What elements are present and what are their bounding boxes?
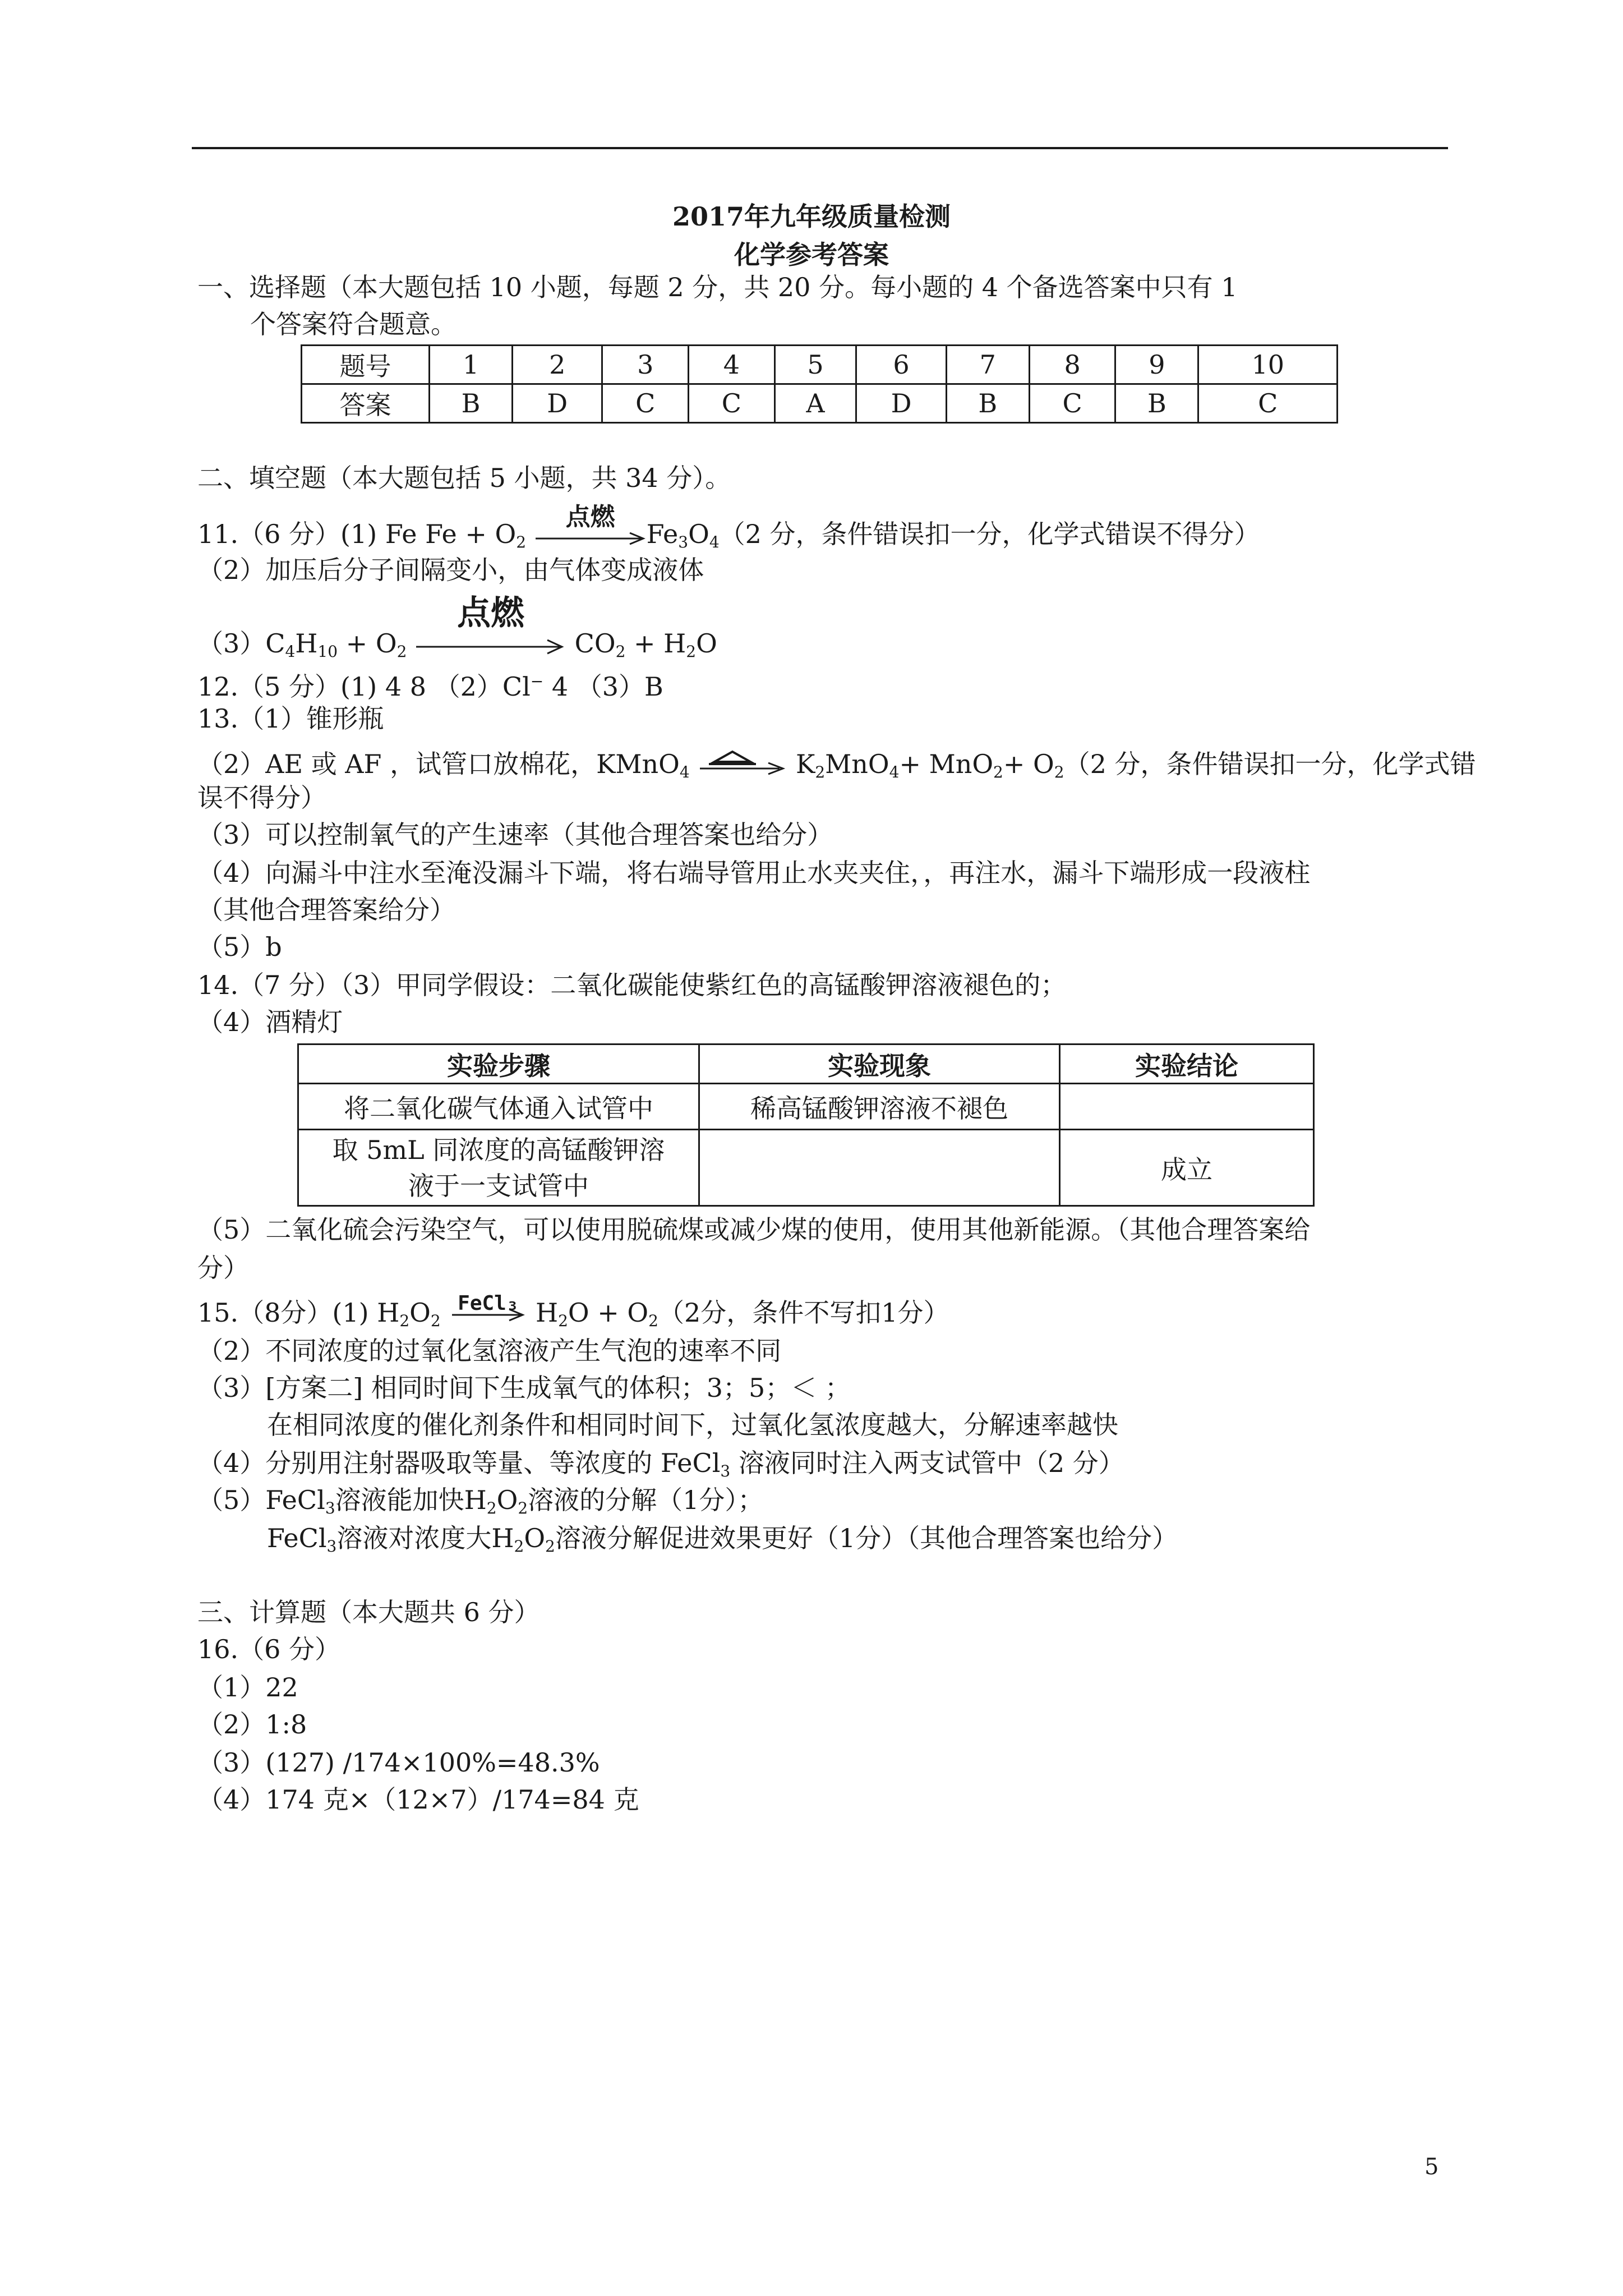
experiment-table-header-cell: 实验现象	[699, 1045, 1060, 1084]
answer-table-cell: B	[1115, 384, 1198, 423]
experiment-table-row	[298, 1084, 1314, 1130]
page-subtitle: 化学参考答案	[734, 240, 889, 270]
answer-table-cell: C	[1029, 384, 1115, 423]
answer-table-cell: C	[689, 384, 775, 423]
answer-table-cell: 6	[856, 346, 946, 384]
answer-table-cell: C	[1198, 384, 1338, 423]
answer-table-cell: D	[856, 384, 946, 423]
reaction-arrow	[449, 1292, 527, 1332]
answer-table-cell: 2	[513, 346, 602, 384]
answer-table-cell: 1	[430, 346, 513, 384]
q14-part4: （4）酒精灯	[197, 1007, 343, 1037]
q11-part1: 11.（6 分）(1) Fe $Fe + O_2$ 点燃 $Fe_3O_4(2$ 分，条件错误扣一分，化学式错误不得分）	[197, 516, 1260, 560]
q13-part1: 13.（1）锥形瓶	[197, 703, 384, 734]
q16-heading: 16.（6 分）	[197, 1634, 341, 1664]
answer-table-cell: 4	[689, 346, 775, 384]
q13-part3: （3）可以控制氧气的产生速率（其他合理答案也给分）	[197, 820, 833, 850]
reaction-arrow	[534, 503, 647, 553]
answer-table-cell: 8	[1029, 346, 1115, 384]
condition-label: 点燃	[565, 503, 615, 531]
q14-part5-cont: 分）	[197, 1253, 249, 1283]
experiment-table-cell: 取 5mL 同浓度的高锰酸钾溶 液于一支试管中	[298, 1130, 699, 1206]
experiment-table	[297, 1043, 1315, 1207]
answer-table-cell: 5	[774, 346, 856, 384]
answer-table-numbers-row	[302, 346, 1338, 384]
answer-table-answers-row	[302, 384, 1338, 423]
experiment-table-header	[298, 1045, 1314, 1084]
page-title: 2017年九年级质量检测	[672, 201, 951, 232]
q15-part5: （5）FeCl$_3$溶液能加快$H_2O_2$溶液的分解（1分）；	[197, 1485, 764, 1517]
answer-table-cell: C	[602, 384, 689, 423]
q13-part2-cont: 误不得分）	[197, 783, 326, 813]
answer-table-cell: 3	[602, 346, 689, 384]
q15-part4: （4）分别用注射器吸取等量、等浓度的 FeCl$_3$ 溶液同时注入两支试管中（2 分）	[197, 1448, 1124, 1480]
answer-table-cell: B	[946, 384, 1029, 423]
answer-table	[301, 344, 1338, 424]
top-rule	[192, 147, 1448, 149]
q16-part3: （3）(127) /174×100%=48.3%	[197, 1747, 600, 1778]
answer-table-cell: 7	[946, 346, 1029, 384]
q15-part5-cont: FeCl$_3$溶液对浓度大$H_2O_2$溶液分解促进效果更好（1分）（其他合理答案也给分）	[267, 1523, 1178, 1556]
experiment-table-header-cell: 实验结论	[1060, 1045, 1314, 1084]
experiment-table-header-cell: 实验步骤	[298, 1045, 699, 1084]
q14-part5: （5）二氧化硫会污染空气，可以使用脱硫煤或减少煤的使用，使用其他新能源。（其他合理答案给	[197, 1214, 1311, 1245]
condition-label: FeCl₃	[458, 1292, 519, 1315]
answer-table-cell: B	[430, 384, 513, 423]
experiment-table-cell: 成立	[1060, 1130, 1314, 1206]
q12-line: 12.（5 分）(1) 4 8 （2）Cl− 4 （3）B	[197, 671, 663, 702]
reaction-arrow	[415, 593, 566, 662]
answer-table-cell: A	[774, 384, 856, 423]
heat-triangle-icon	[698, 749, 787, 783]
answer-table-label: 题号	[302, 346, 430, 384]
q16-part1: （1）22	[197, 1672, 298, 1703]
page-number: 5	[1424, 2154, 1439, 2180]
experiment-table-cell: 将二氧化碳气体通入试管中	[298, 1084, 699, 1130]
answer-table-label: 答案	[302, 384, 430, 423]
q13-part4: （4）向漏斗中注水至淹没漏斗下端，将右端导管用止水夹夹住，，再注水，漏斗下端形成一段液柱	[197, 858, 1311, 888]
q16-part2: （2）1:8	[197, 1709, 307, 1740]
reaction-arrow	[698, 749, 787, 783]
q15-part3-cont: 在相同浓度的催化剂条件和相同时间下，过氧化氢浓度越大，分解速率越快	[267, 1410, 1118, 1440]
q13-part5: （5）b	[197, 932, 282, 962]
q15-part2: （2）不同浓度的过氧化氢溶液产生气泡的速率不同	[197, 1336, 782, 1366]
answer-table-cell: D	[513, 384, 602, 423]
section1-heading-cont: 个答案符合题意。	[250, 309, 457, 339]
answer-table-cell: 9	[1115, 346, 1198, 384]
experiment-table-cell: 稀高锰酸钾溶液不褪色	[699, 1084, 1060, 1130]
section3-heading: 三、计算题（本大题共 6 分）	[197, 1597, 540, 1627]
q13-part4-cont: （其他合理答案给分）	[197, 895, 455, 925]
q16-part4: （4）174 克×（12×7）/174=84 克	[197, 1784, 639, 1815]
condition-label: 点燃	[457, 593, 525, 633]
q15-part1: 15.（8分）(1) $H_2O_2$ FeCl₃ $H_2O + O_2(2$分，条件不写扣1分）	[197, 1295, 949, 1339]
q13-part2: （2）AE 或 AF ，试管口放棉花，KMnO$_4$ $K_2MnO_4+ MnO_2+ O_2(2$ 分，条件错误扣一分，化学式错	[197, 746, 1476, 790]
experiment-table-row	[298, 1130, 1314, 1206]
q14-part3: 14.（7 分）（3）甲同学假设：二氧化碳能使紫红色的高锰酸钾溶液褪色的；	[197, 970, 1067, 1000]
answer-table-cell: 10	[1198, 346, 1338, 384]
experiment-table-cell	[699, 1130, 1060, 1206]
arrow-icon	[415, 629, 566, 662]
section1-heading: 一、选择题（本大题包括 10 小题，每题 2 分，共 20 分。每小题的 4 个备选答案中只有 1	[197, 272, 1238, 302]
experiment-table-cell	[1060, 1084, 1314, 1130]
q11-part2: （2）加压后分子间隔变小，由气体变成液体	[197, 555, 704, 585]
q11-part3: $(3)C_4H_{10} + O_2$ 点燃 $CO_2 + H_2O$	[197, 625, 717, 670]
q15-part3: （3）[方案二] 相同时间下生成氧气的体积；3；5；＜ ；	[197, 1373, 851, 1403]
section2-heading: 二、填空题（本大题包括 5 小题，共 34 分）。	[197, 463, 731, 493]
